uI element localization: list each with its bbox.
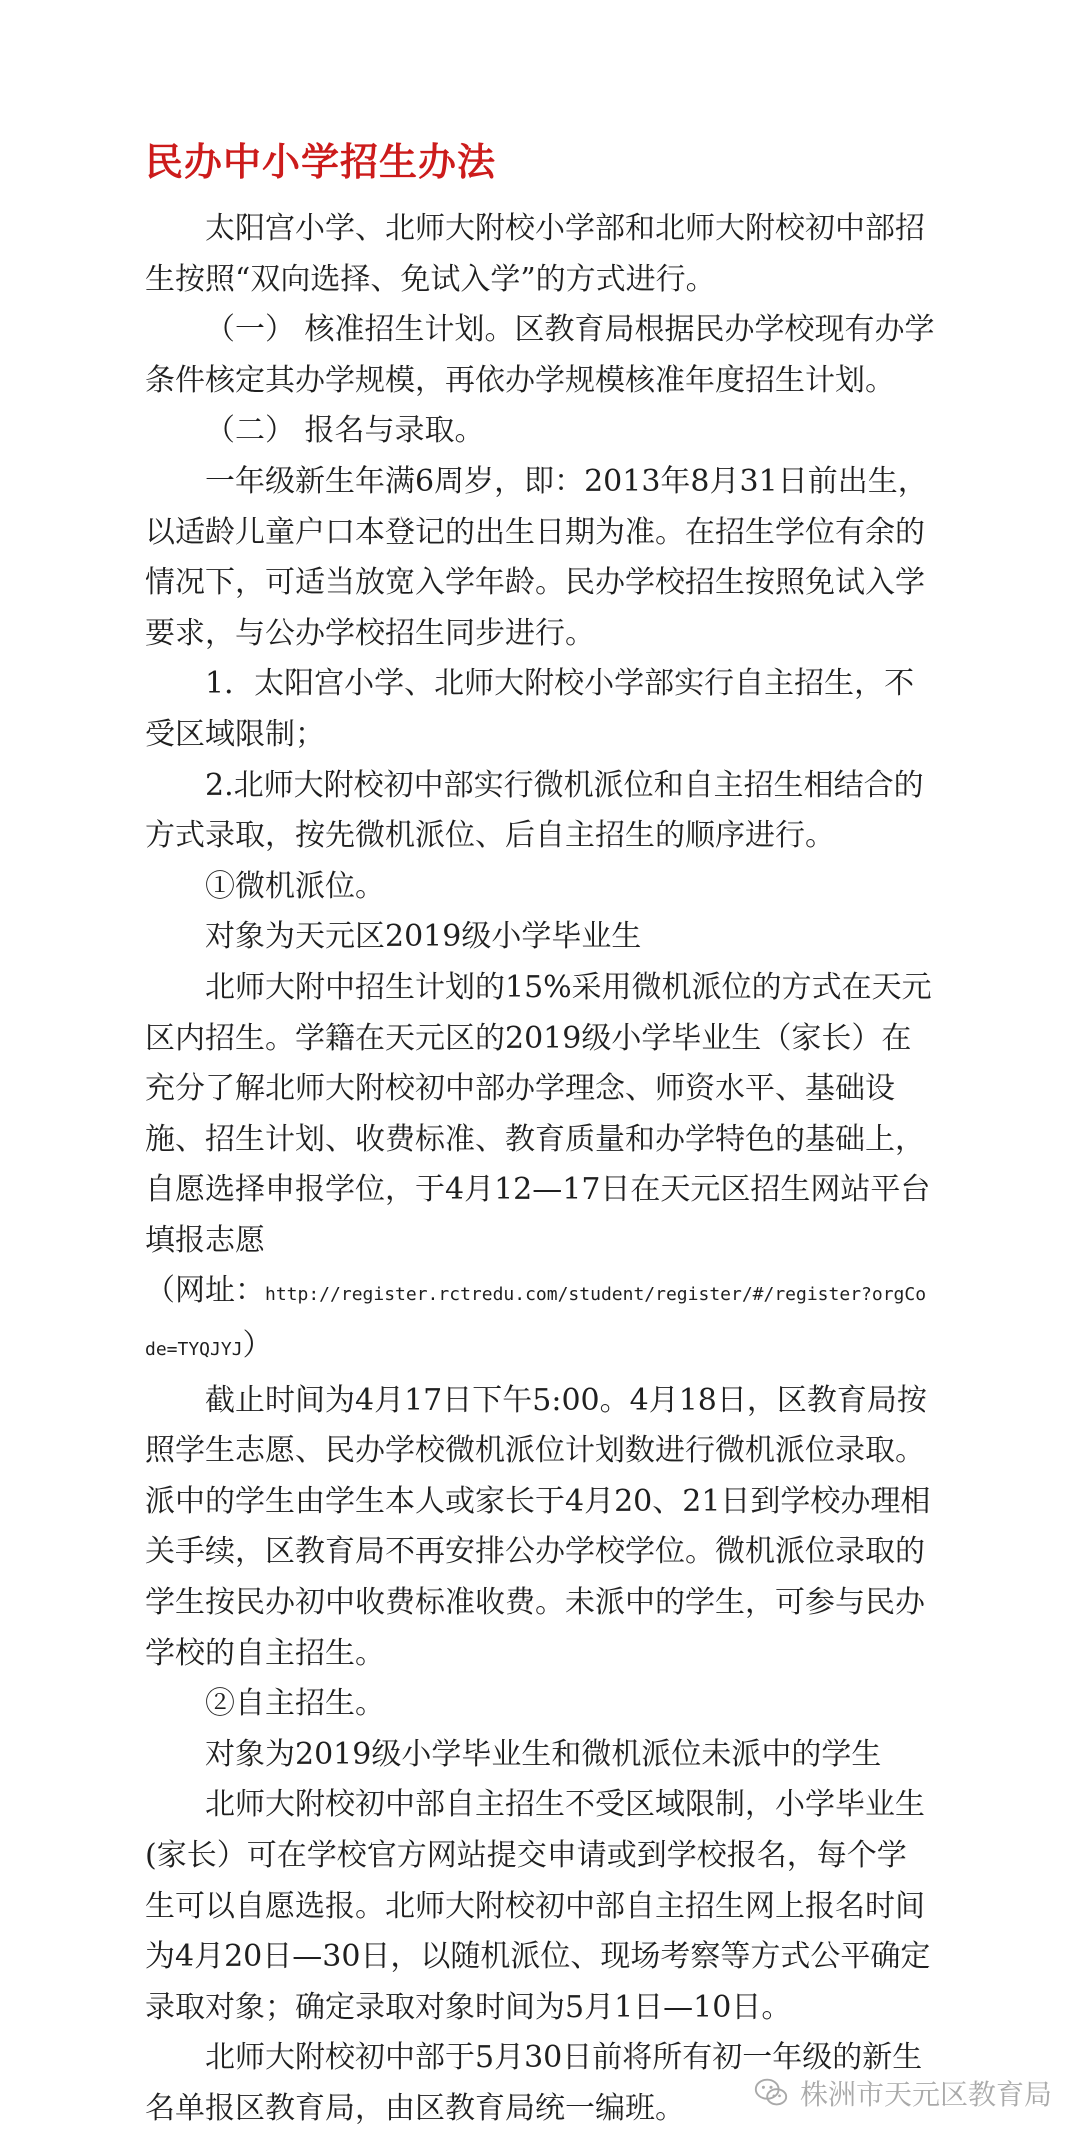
paragraph: 截止时间为4月17日下午5:00。4月18日，区教育局按照学生志愿、民办学校微机派位计划数进行微机派位录取。派中的学生由学生本人或家长于4月20、21日到学校办理相关手续，区教育局不再安排公办学校学位。微机派位录取的学生按民办初中收费标准收费。未派中的学生，可参与民办学校的自主招生。 [145,1382,931,1671]
paragraph: 2.北师大附校初中部实行微机派位和自主招生相结合的方式录取，按先微机派位、后自主招生的顺序进行。 [145,767,924,854]
paragraph: 北师大附中招生计划的15%采用微机派位的方式在天元区内招生。学籍在天元区的2019级小学毕业生（家长）在充分了解北师大附校初中部办学理念、师资水平、基础设施、招生计划、收费标准、教育质量和办学特色的基础上，自愿选择申报学位，于4月12—17日在天元区招生网站平台填报志愿 [145,969,932,1258]
paragraph: 对象为2019级小学毕业生和微机派位未派中的学生 [205,1736,882,1772]
wechat-icon [752,2074,790,2112]
url-suffix: ） [242,1328,273,1364]
article-content [145,132,935,2135]
paragraph: ①微机派位。 [205,868,385,904]
paragraph: 太阳宫小学、北师大附校小学部和北师大附校初中部招生按照“双向选择、免试入学”的方式进行。 [145,211,925,297]
paragraph: 北师大附校初中部于5月30日前将所有初一年级的新生名单报区教育局，由区教育局统一编班。 [145,2040,923,2126]
paragraph: 一年级新生年满6周岁，即：2013年8月31日前出生，以适龄儿童户口本登记的出生日期为准。在招生学位有余的情况下，可适当放宽入学年龄。民办学校招生按照免试入学要求，与公办学校招生同步进行。 [145,463,928,651]
paragraph: 北师大附校初中部自主招生不受区域限制，小学毕业生(家长）可在学校官方网站提交申请或到学校报名，每个学生可以自愿选报。北师大附校初中部自主招生网上报名时间为4月20日—30日，以随机派位、现场考察等方式公平确定录取对象；确定录取对象时间为5月1日—10日。 [145,1787,931,2025]
paragraph: （一） 核准招生计划。区教育局根据民办学校现有办学条件核定其办学规模，再依办学规模核准年度招生计划。 [145,312,935,398]
paragraph: 对象为天元区2019级小学毕业生 [205,919,642,955]
paragraph: ②自主招生。 [205,1686,385,1722]
watermark-text: 株洲市天元区教育局 [799,2078,1052,2111]
url-prefix: （网址： [145,1273,265,1309]
registration-url-link[interactable]: http://register.rctredu.com/student/register/#/register?orgCode=TYQJYJ [145,1284,927,1361]
paragraph: 1．太阳宫小学、北师大附校小学部实行自主招生，不受区域限制； [145,666,915,752]
watermark [752,2073,1052,2113]
article-title: 民办中小学招生办法 [145,139,497,184]
url-line [145,1266,935,1375]
paragraph: （二） 报名与录取。 [205,413,485,449]
